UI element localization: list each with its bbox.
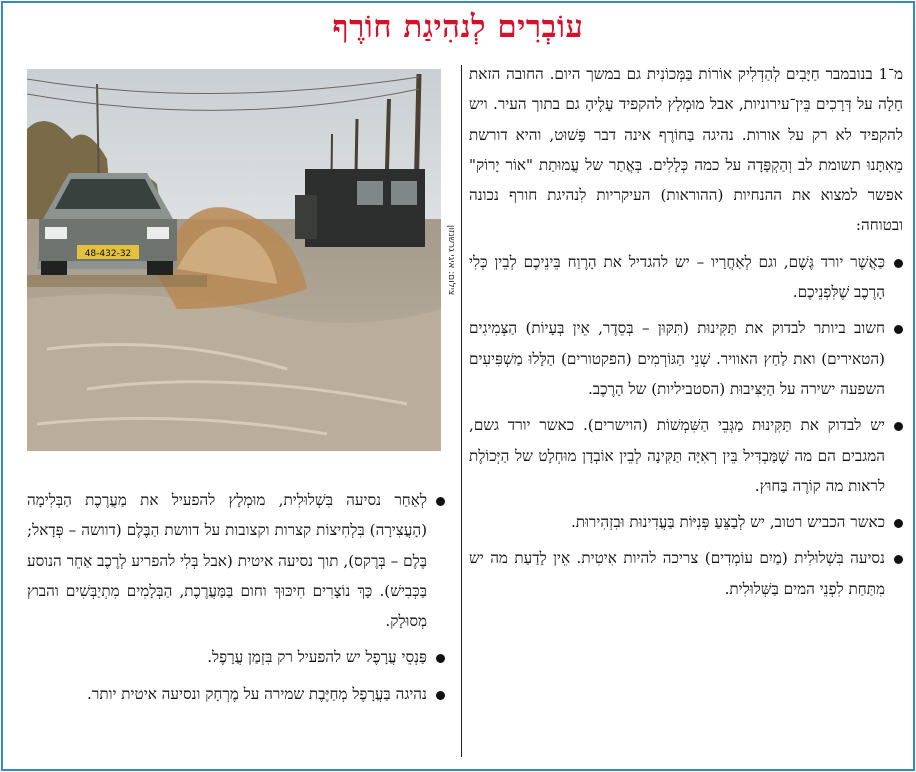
headline: עוֹבְרִים לְנהִיגַת חוֹרֶף	[332, 9, 584, 45]
right-column	[469, 59, 903, 604]
photo-credit: צילום: איגי גרשנזון	[446, 224, 456, 296]
tip-item: חשוב ביותר לבדוק את תַּקִּינוּת (תִּקּוּן – בְּסֵדֶר, אֵין בְּעָיוֹת) הַצְּמִיגִים (הטאירים) ואת לַחַץ האוויר. שְׁנֵי הַגּוֹרְמִים (הפקטורים) הַלָּלוּ מַשְׁפִּיעִים השפעה ישירה על הַיַּצִּיבוּת (הסטביליות) של הָרֶכֶב.	[469, 313, 903, 404]
column-divider	[461, 65, 462, 757]
tip-item: נסיעה בִּשְׁלוּלִית (מַיִם עוֹמְדִים) צריכה להיות אִיטִית. אֵין לָדַעַת מה יש מִתַּחַת לִפְנֵי המים בַּשְּׁלוּלִית.	[469, 543, 903, 604]
license-plate: 48-432-32	[84, 249, 132, 259]
tip-item: כַּאֲשֶׁר יורד גֶּשֶׁם, וגם לְאַחֲרָיו – יש להגדיל את הָרֶוַח בֵּינֵיכֶם לְבֵין כְּלִי הָרֶכֶב שֶׁלִּפְנֵיכֶם.	[469, 247, 903, 308]
flooded-road-photo	[27, 69, 441, 451]
left-column	[27, 479, 445, 709]
photo-illustration	[27, 69, 441, 451]
newspaper-page	[1, 1, 915, 771]
tip-item: כאשר הכביש רטוב, יש לְבַצֵּעַ פְּנִיּוֹת בַּעֲדִינוּת וּבִזְהִירוּת.	[469, 507, 903, 537]
tip-item: נהיגה בַּעֲרָפֶל מְחַיֶּבֶת שמירה על מֶרְחָק ונסיעה איטית יותר.	[27, 679, 445, 709]
tip-item: פַּנְסֵי עֲרָפֶל יש להפעיל רק בִּזְמַן עֲרָפֶל.	[27, 642, 445, 672]
intro-paragraph: מ־1 בנובמבר חַיָּבִים לְהַדְלִיק אוֹרוֹת בַּמְּכוֹנִית גם במשך היום. החובה הזאת חָלָה על דְּרָכִים בֵּין־עירוניות, אבל מוּמְלָץ להקפיד עָלֶיהָ גם בתוך העיר. ויש להקפיד לא רק על אורות. נהיגה בַּחוֹרֶף אינה דבר פָּשׁוּט, והיא דורשת מֵאִתָּנוּ תשומת לב וְהַקְפָּדָה על כמה כְּלָלִים. בְּאֲתַר של עֲמוּתַת "אוֹר יָרוֹק" אפשר למצוא את ההנחיות (ההוראות) העיקריות לִנהיגת חורף נכונה ובטוחה:	[469, 65, 903, 235]
tip-item: לְאַחַר נסיעה בִּשְׁלוּלִית, מוּמְלָץ להפעיל את מַעֲרֶכֶת הַבְּלִימָה (הָעֲצִירָה) בִּלְחִיצוֹת קצרות וקצובות על דוושת הַבֶּלֶם (דוושה – פְּדָאל; בֶּלֶם – בְּרֶקס), תוך נסיעה איטית (אבל בְּלִי להפריע לְרֶכֶב אַחֵר הנוסע בַּכְּבִישׁ). כָּךְ נוֹצָרִים חִיכּוּךְ וחום בַּמַּעֲרֶכֶת, הַבְּלָמִים מִתְיַבְּשִׁים והבוץ מְסוּלָק.	[27, 485, 445, 636]
tip-item: יש לבדוק את תַּקִּינוּת מַגְּבֵי הַשִּׁמְשׁוֹת (הוישרים). כאשר יורד גשם, המגבים הם מה שֶׁמַּבְדִּיל בֵּין רְאִיָּה תַּקִּינָה לְבֵין אוֹבְדָן מוּחְלָט של הַיְּכוֹלֶת לראות מה קוֹרֶה בַּחוּץ.	[469, 410, 903, 501]
